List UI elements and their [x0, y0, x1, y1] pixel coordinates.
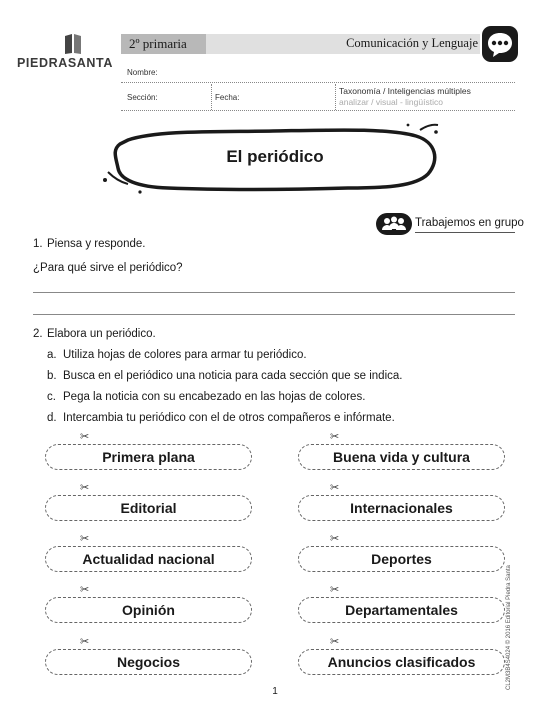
scissors-icon: ✂ [80, 636, 90, 648]
scissors-icon: ✂ [330, 482, 340, 494]
question-2-number: 2. [33, 328, 43, 340]
chat-bubble-icon [482, 26, 518, 62]
scissors-icon: ✂ [80, 533, 90, 545]
scissors-icon: ✂ [330, 636, 340, 648]
section-cutout: Negocios [45, 649, 252, 675]
page-number: 1 [272, 686, 278, 697]
scissors-icon: ✂ [330, 584, 340, 596]
step-letter: d. [47, 412, 57, 424]
step-text: Utiliza hojas de colores para armar tu periódico. [63, 349, 307, 361]
scissors-icon: ✂ [330, 533, 340, 545]
answer-line[interactable] [33, 314, 515, 315]
section-cutout: Primera plana [45, 444, 252, 470]
taxonomy-title: Taxonomía / Inteligencias múltiples [339, 86, 471, 96]
section-cutout: Actualidad nacional [45, 546, 252, 572]
divider [335, 84, 336, 110]
section-line [121, 110, 515, 111]
step-letter: a. [47, 349, 57, 361]
step-letter: c. [47, 391, 56, 403]
group-work-label: Trabajemos en grupo [415, 217, 524, 229]
step-text: Busca en el periódico una noticia para cada sección que se indica. [63, 370, 403, 382]
section-label: Sección: [127, 93, 158, 102]
copyright-code: CL2M3B4S4024 © 2016 Editorial Piedra Santa [506, 565, 512, 690]
scissors-icon: ✂ [80, 431, 90, 443]
date-label: Fecha: [215, 93, 240, 102]
name-label: Nombre: [127, 68, 158, 77]
answer-line[interactable] [33, 292, 515, 293]
scissors-icon: ✂ [80, 584, 90, 596]
section-cutout: Deportes [298, 546, 505, 572]
section-cutout: Internacionales [298, 495, 505, 521]
section-cutout: Anuncios clasificados [298, 649, 505, 675]
subject-label: Comunicación y Lenguaje [346, 36, 478, 50]
section-cutout: Opinión [45, 597, 252, 623]
question-1-number: 1. [33, 238, 43, 250]
grade-label: 2º primaria [129, 36, 187, 51]
name-line[interactable] [121, 82, 515, 83]
section-cutout: Editorial [45, 495, 252, 521]
question-1-text: ¿Para qué sirve el periódico? [33, 262, 183, 274]
page-title: El periódico [226, 147, 324, 166]
section-cutout: Buena vida y cultura [298, 444, 505, 470]
step-letter: b. [47, 370, 57, 382]
divider [211, 84, 212, 110]
step-text: Intercambia tu periódico con el de otros compañeros e infórmate. [63, 412, 395, 424]
scissors-icon: ✂ [80, 482, 90, 494]
question-2-prompt: Elabora un periódico. [47, 328, 156, 340]
group-underline [415, 232, 515, 233]
group-work-icon [376, 213, 412, 235]
book-logo-icon [63, 33, 83, 55]
section-cutout: Departamentales [298, 597, 505, 623]
question-1-prompt: Piensa y responde. [47, 238, 146, 250]
step-text: Pega la noticia con su encabezado en las hojas de colores. [63, 391, 366, 403]
publisher-logo: PIEDRASANTA [17, 56, 113, 70]
taxonomy-values: analizar / visual - lingüístico [339, 97, 443, 107]
scissors-icon: ✂ [330, 431, 340, 443]
